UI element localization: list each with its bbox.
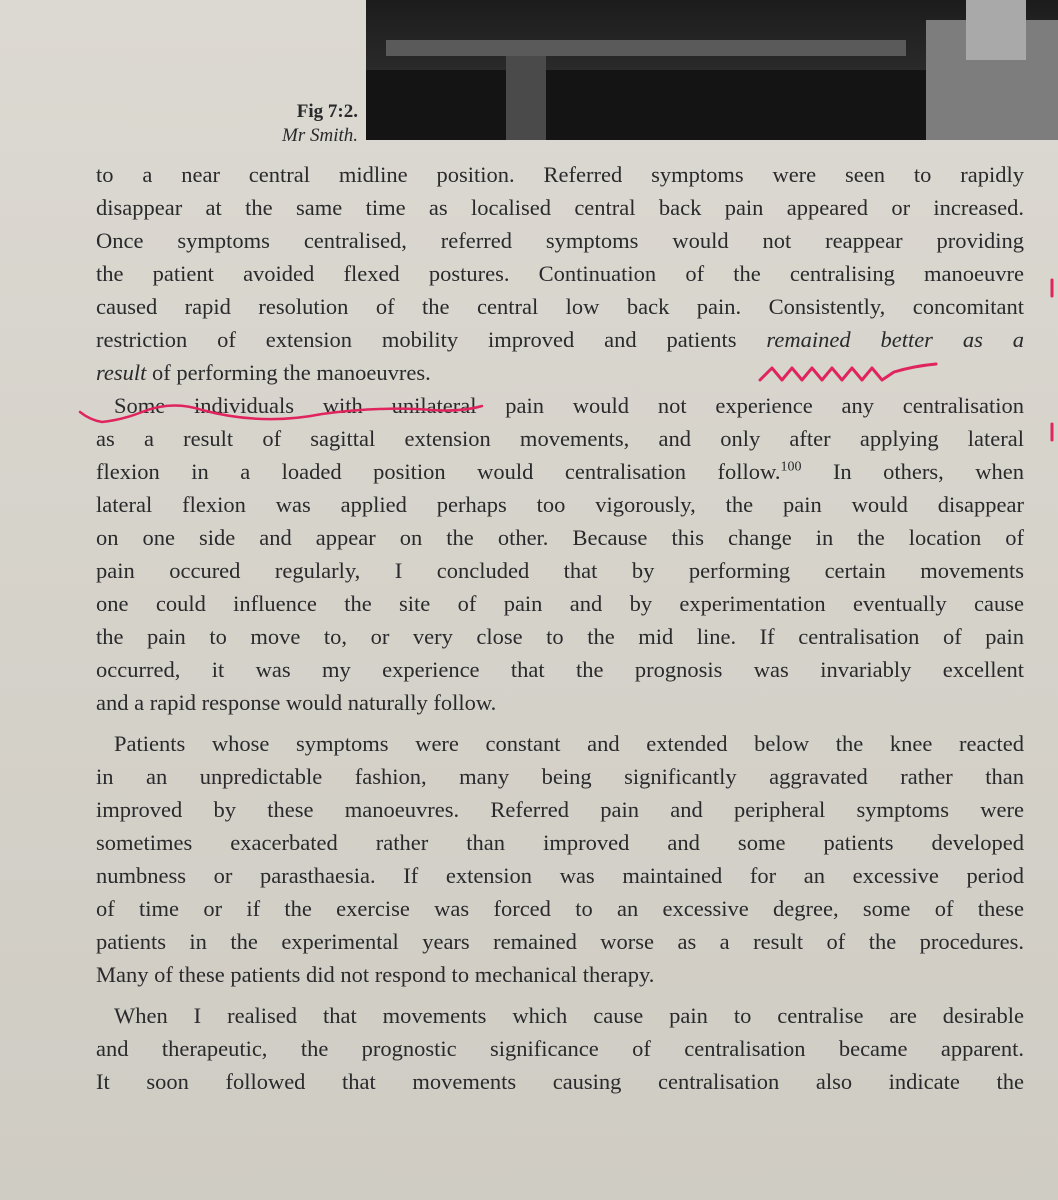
text-line: [96, 523, 1024, 553]
line-text: as a result of sagittal extension movements, and only after applying lateral: [96, 426, 1024, 451]
line-text: In others, when: [801, 459, 1024, 484]
line-text: of performing the manoeuvres.: [146, 360, 431, 385]
line-text: flexion in a loaded position would centralisation follow.: [96, 459, 781, 484]
text-line: [96, 193, 1024, 223]
line-text: Patients whose symptoms were constant and extended below the knee reacted: [114, 731, 1024, 756]
figure-number: Fig 7:2.: [296, 101, 358, 122]
text-line: [96, 828, 1024, 858]
line-text: the pain to move to, or very close to the mid line. If centralisation of pain: [96, 624, 1024, 649]
line-text: and therapeutic, the prognostic significance of centralisation became apparent.: [96, 1036, 1024, 1061]
line-italic-text: remained better as a: [766, 327, 1024, 352]
line-text: disappear at the same time as localised central back pain appeared or increased.: [96, 195, 1024, 220]
line-text: in an unpredictable fashion, many being significantly aggravated rather than: [96, 764, 1024, 789]
line-text: Some individuals with unilateral pain would not experience any centralisation: [114, 393, 1024, 418]
text-line: [96, 960, 1024, 990]
text-line: [96, 622, 1024, 652]
text-line: [96, 927, 1024, 957]
text-line: [96, 1034, 1024, 1064]
text-line: [96, 259, 1024, 289]
text-line: [96, 894, 1024, 924]
text-line: [96, 292, 1024, 322]
line-text: sometimes exacerbated rather than improved and some patients developed: [96, 830, 1024, 855]
line-text: one could influence the site of pain and by experimentation eventually cause: [96, 591, 1024, 616]
text-line: [96, 457, 1024, 487]
text-line: [96, 1001, 1024, 1031]
text-line: [96, 160, 1024, 190]
line-text: When I realised that movements which cause pain to centralise are desirable: [114, 1003, 1024, 1028]
line-text: the patient avoided flexed postures. Continuation of the centralising manoeuvre: [96, 261, 1024, 286]
footnote-ref: 100: [780, 459, 802, 475]
figure-title: Mr Smith.: [282, 125, 358, 146]
line-text: of time or if the exercise was forced to an excessive degree, some of these: [96, 896, 1024, 921]
text-line: [96, 325, 1024, 355]
line-text: pain occured regularly, I concluded that by performing certain movements: [96, 558, 1024, 583]
text-line: [96, 655, 1024, 685]
text-line: [96, 358, 1024, 388]
line-text: restriction of extension mobility improved and patients: [96, 327, 767, 352]
figure-caption: [210, 100, 358, 148]
line-text: to a near central midline position. Referred symptoms were seen to rapidly: [96, 162, 1024, 187]
line-text: on one side and appear on the other. Because this change in the location of: [96, 525, 1024, 550]
line-text: It soon followed that movements causing centralisation also indicate the: [96, 1069, 1024, 1094]
text-line: [96, 762, 1024, 792]
line-text: numbness or parasthaesia. If extension was maintained for an excessive period: [96, 863, 1024, 888]
line-text: Once symptoms centralised, referred symptoms would not reappear providing: [96, 228, 1024, 253]
figure-photo: [366, 0, 1058, 140]
line-text: and a rapid response would naturally follow.: [96, 690, 497, 715]
text-line: [96, 556, 1024, 586]
text-line: [96, 729, 1024, 759]
line-text: lateral flexion was applied perhaps too vigorously, the pain would disappear: [96, 492, 1024, 517]
text-line: [96, 226, 1024, 256]
text-line: [96, 795, 1024, 825]
text-line: [96, 424, 1024, 454]
line-text: Many of these patients did not respond to mechanical therapy.: [96, 962, 655, 987]
text-line: [96, 589, 1024, 619]
text-line: [96, 1067, 1024, 1097]
text-line: [96, 861, 1024, 891]
line-text: patients in the experimental years remained worse as a result of the procedures.: [96, 929, 1024, 954]
text-line: [96, 490, 1024, 520]
line-text: improved by these manoeuvres. Referred pain and peripheral symptoms were: [96, 797, 1024, 822]
text-line: [96, 391, 1024, 421]
line-text: occurred, it was my experience that the prognosis was invariably excellent: [96, 657, 1024, 682]
line-italic-text: result: [96, 360, 147, 385]
line-text: caused rapid resolution of the central low back pain. Consistently, concomitant: [96, 294, 1024, 319]
text-line: [96, 688, 1024, 718]
